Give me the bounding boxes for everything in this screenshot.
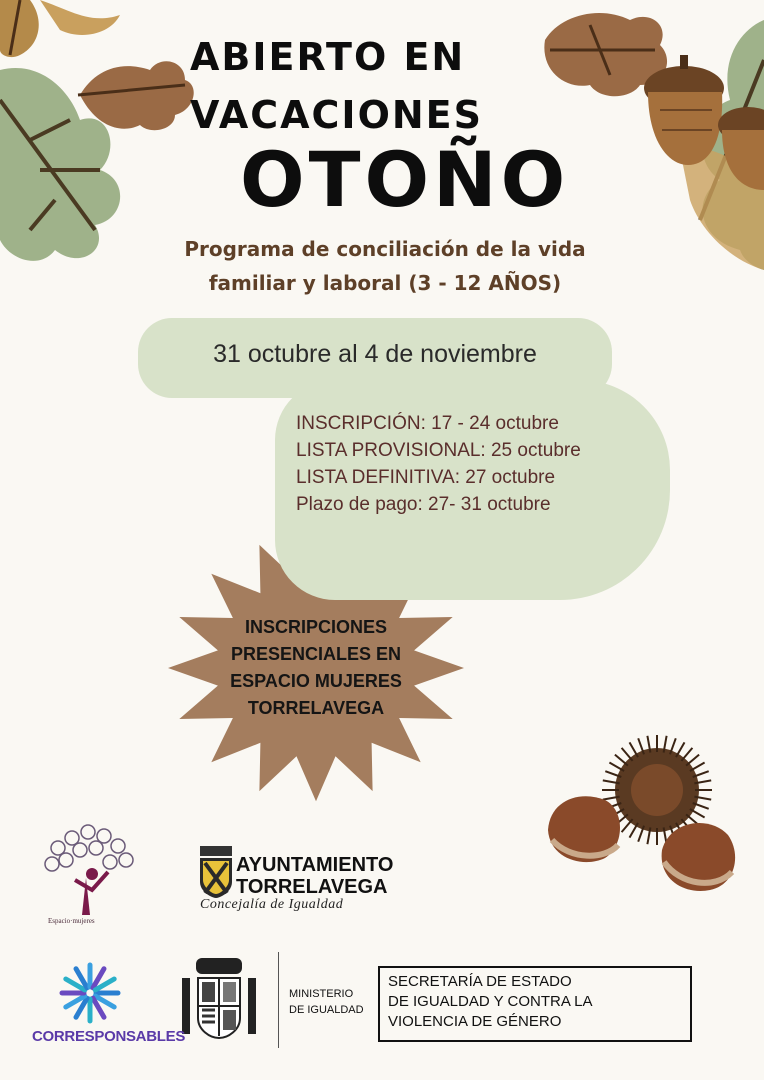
espacio-mujeres-label: Espacio·mujeres [48, 917, 95, 925]
secretaria-line: DE IGUALDAD Y CONTRA LA [388, 993, 593, 1010]
ministerio-label [289, 986, 364, 1018]
badge-line: PRESENCIALES EN [230, 644, 402, 664]
ayuntamiento-line: TORRELAVEGA [236, 876, 388, 898]
ministerio-line: MINISTERIO [289, 988, 354, 1000]
subtitle-line: Programa de conciliación de la vida [184, 237, 586, 261]
oak-leaf-icon [0, 0, 120, 57]
ayuntamiento-subtitle: Concejalía de Igualdad [200, 897, 344, 912]
schedule-item: LISTA DEFINITIVA: 27 octubre [296, 467, 556, 488]
coat-of-arms-icon [200, 846, 232, 898]
chestnut-icon [662, 823, 736, 891]
schedule-item: INSCRIPCIÓN: 17 - 24 octubre [296, 413, 559, 434]
title-line: VACACIONES [190, 93, 483, 137]
secretaria-line: SECRETARÍA DE ESTADO [388, 973, 572, 990]
chestnut-icon [548, 796, 620, 862]
ministerio-line: DE IGUALDAD [289, 1004, 364, 1016]
tree-logo-icon [45, 825, 133, 915]
title-line: ABIERTO EN [190, 35, 466, 79]
date-range: 31 octubre al 4 de noviembre [213, 340, 537, 368]
ayuntamiento-line: AYUNTAMIENTO [236, 854, 394, 876]
schedule-list [296, 410, 581, 518]
schedule-item: Plazo de pago: 27- 31 octubre [296, 494, 551, 515]
registration-badge [198, 614, 434, 722]
divider [278, 952, 279, 1048]
secretaria-label [388, 972, 593, 1032]
coat-of-arms-icon [182, 958, 256, 1038]
ayuntamiento-name [236, 854, 393, 898]
corresponsables-label: CORRESPONSABLES [32, 1028, 186, 1045]
secretaria-line: VIOLENCIA DE GÉNERO [388, 1013, 562, 1030]
snowflake-logo-icon [62, 965, 118, 1021]
badge-line: TORRELAVEGA [247, 698, 385, 718]
main-title: OTOÑO [240, 135, 570, 224]
badge-line: INSCRIPCIONES [244, 617, 388, 637]
subtitle-line: familiar y laboral (3 - 12 AÑOS) [208, 271, 562, 295]
subtitle [150, 232, 620, 300]
schedule-item: LISTA PROVISIONAL: 25 octubre [296, 440, 581, 461]
badge-line: ESPACIO MUJERES [230, 671, 402, 691]
title-top [190, 28, 483, 144]
